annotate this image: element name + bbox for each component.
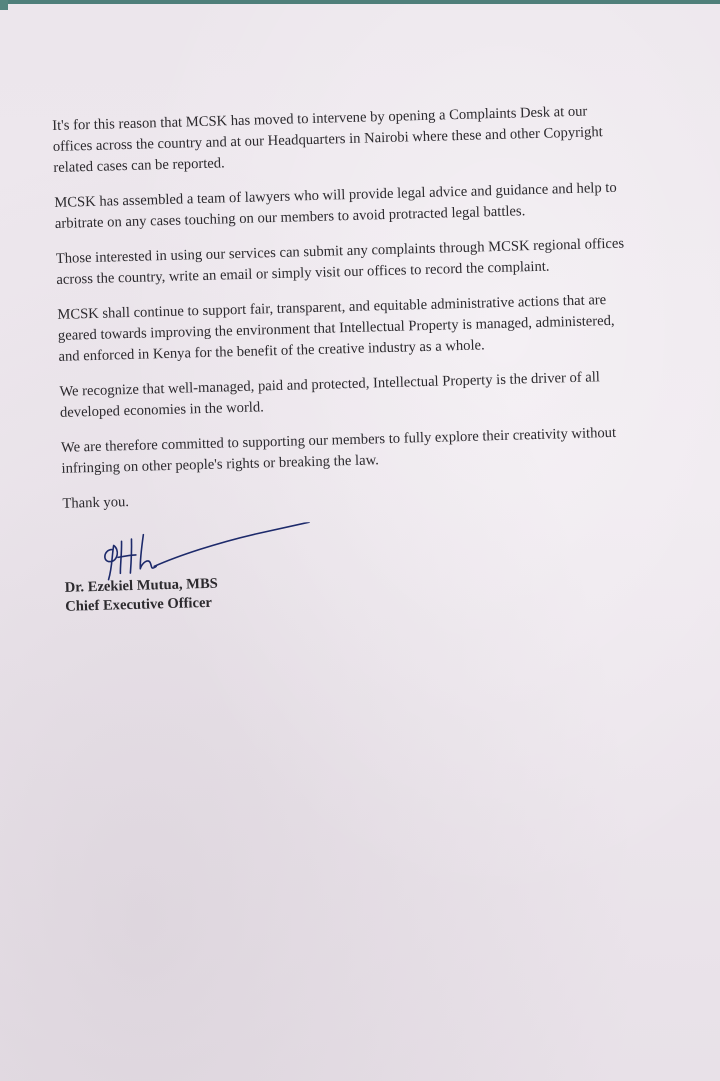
letter-body [52, 101, 635, 617]
closing-line: Thank you. [62, 494, 130, 512]
paragraph-commitment: We are therefore committed to supporting our members to fully explore their creativity without infringing on other people's rights or breaking the law. [60, 424, 617, 477]
signatory-title: Chief Executive Officer [65, 594, 213, 615]
paragraph-lawyers: MCSK has assembled a team of lawyers who will provide legal advice and guidance and help to arbitrate on any cases touching on our members to avoid protracted legal battles. [54, 179, 617, 232]
paragraph-complaints-desk: It's for this reason that MCSK has moved to intervene by opening a Complaints Desk at our offices across the country and at our Headquarters in Nairobi where these and other Copyright related cases can be reported. [52, 103, 603, 176]
signatory-name: Dr. Ezekiel Mutua, MBS [64, 575, 219, 596]
paper-sheet [0, 4, 720, 1081]
paragraph-submit-complaints: Those interested in using our services can submit any complaints through MCSK regional offices across the country, write an email or simply visit our offices to record the complaint. [55, 235, 625, 288]
paragraph-administrative-actions: MCSK shall continue to support fair, transparent, and equitable administrative actions that are geared towards improving the environment that Intellectual Property is managed, administered, and enforced in Kenya for the benefit of the creative industry as a whole. [57, 292, 615, 365]
paragraph-intellectual-property: We recognize that well-managed, paid and protected, Intellectual Property is the driver of all developed economies in the world. [59, 369, 601, 421]
